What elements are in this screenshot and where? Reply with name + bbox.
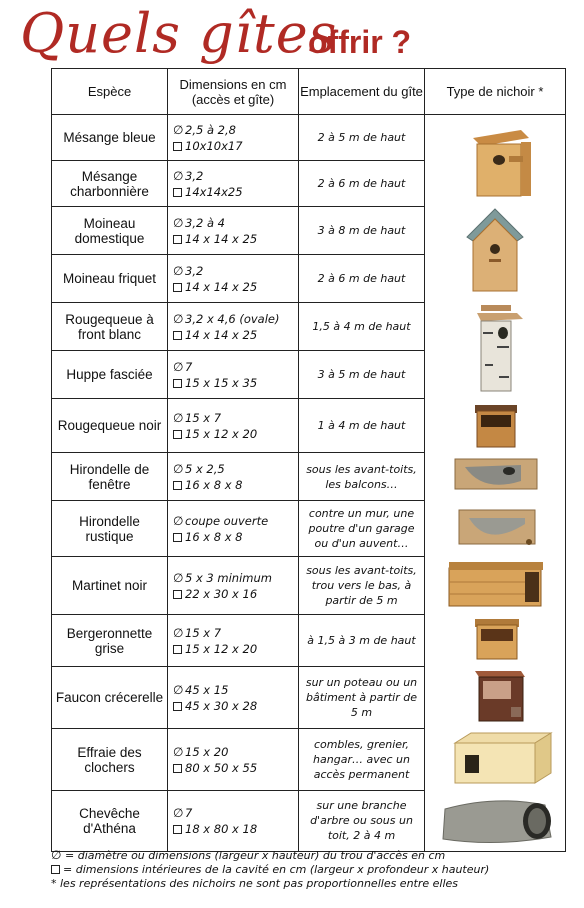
dimensions-cell [168,207,299,255]
inner-line [173,279,298,295]
inner-value: 45 x 30 x 28 [185,698,258,713]
inner-value: 16 x 8 x 8 [185,529,243,544]
location-cell: sous les avant-toits, les balcons… [299,453,425,501]
access-value: 45 x 15 [185,682,229,697]
species-cell: Mésange charbonnière [52,161,168,207]
diameter-icon: ∅ [173,263,184,278]
inner-value: 22 x 30 x 16 [185,586,258,601]
inner-line [173,327,298,343]
legend [51,848,565,891]
nichoir-cell [425,399,566,453]
dimensions-cell [168,399,299,453]
access-value: 15 x 20 [185,744,229,759]
location-cell: 3 à 8 m de haut [299,207,425,255]
nichoir-cell [425,791,566,852]
access-line [173,122,298,138]
location-cell: contre un mur, une poutre d'un garage ou d'un auvent… [299,501,425,557]
access-line [173,461,298,477]
location-cell: 2 à 6 m de haut [299,255,425,303]
location-cell: 2 à 5 m de haut [299,115,425,161]
species-cell: Chevêche d'Athéna [52,791,168,852]
diameter-icon: ∅ [173,570,184,585]
square-icon [173,283,182,292]
square-icon [173,702,182,711]
nichoir-mesange-bleue-icon [425,116,566,206]
page-title [18,4,578,72]
inner-value: 14 x 14 x 25 [185,327,258,342]
square-icon [173,590,182,599]
inner-value: 10x10x17 [185,138,243,153]
dimensions-cell [168,351,299,399]
table-row [52,615,566,667]
inner-value: 15 x 15 x 35 [185,375,258,390]
access-line [173,625,298,641]
access-value: 3,2 x 4,6 (ovale) [185,311,280,326]
location-cell: 1,5 à 4 m de haut [299,303,425,351]
table-row [52,207,566,255]
access-value: 5 x 2,5 [185,461,225,476]
location-cell: sur une branche d'arbre ou sous un toit, 2 à 4 m [299,791,425,852]
nichoir-bergeronnette-icon [425,615,566,667]
inner-value: 16 x 8 x 8 [185,477,243,492]
square-icon [173,533,182,542]
legend-inner: = dimensions intérieures de la cavité en cm (largeur x profondeur x hauteur) [51,863,565,877]
title-bold: offrir ? [308,24,412,60]
header-type: Type de nichoir * [425,69,566,115]
nichoir-cell [425,729,566,791]
dimensions-cell [168,303,299,351]
species-cell: Moineau domestique [52,207,168,255]
diameter-icon: ∅ [173,744,184,759]
nichoir-cell [425,115,566,207]
access-value: 2,5 à 2,8 [185,122,236,137]
square-icon [173,430,182,439]
header-dimensions: Dimensions en cm (accès et gîte) [168,69,299,115]
nichoir-cell [425,303,566,399]
inner-line [173,529,298,545]
table-row [52,557,566,615]
diameter-icon: ∅ [173,311,184,326]
nichoir-cell [425,557,566,615]
diameter-icon: ∅ [173,359,184,374]
access-line [173,805,298,821]
dimensions-cell [168,667,299,729]
location-cell: 3 à 5 m de haut [299,351,425,399]
square-icon [51,865,60,874]
table-row [52,453,566,501]
diameter-icon: ∅ [51,848,62,862]
access-line [173,744,298,760]
square-icon [173,645,182,654]
species-cell: Martinet noir [52,557,168,615]
nichoir-cell [425,501,566,557]
access-line [173,513,298,529]
legend-diameter: ∅ = diamètre ou dimensions (largeur x hauteur) du trou d'accès en cm [51,848,446,862]
species-cell: Bergeronnette grise [52,615,168,667]
legend-note: * les représentations des nichoirs ne sont pas proportionnelles entre elles [51,877,459,890]
diameter-icon: ∅ [173,625,184,640]
table-row [52,501,566,557]
nid-hirondelle-rustique-icon [425,504,566,554]
inner-value: 15 x 12 x 20 [185,426,258,441]
nichoir-toit-vert-icon [425,207,566,303]
species-cell: Effraie des clochers [52,729,168,791]
dimensions-cell [168,557,299,615]
header-location: Emplacement du gîte [299,69,425,115]
inner-line [173,477,298,493]
nichoir-cheveche-icon [425,791,566,851]
nichoir-cell [425,615,566,667]
inner-value: 14 x 14 x 25 [185,279,258,294]
species-cell: Rougequeue noir [52,399,168,453]
inner-line [173,184,298,200]
access-line [173,359,298,375]
access-value: 3,2 [185,263,204,278]
inner-line [173,138,298,154]
access-value: 7 [185,805,193,820]
inner-value: 18 x 80 x 18 [185,821,258,836]
table-row [52,667,566,729]
access-line [173,410,298,426]
inner-line [173,231,298,247]
nichoir-cell [425,453,566,501]
nichoir-cell [425,667,566,729]
species-cell: Mésange bleue [52,115,168,161]
location-cell: 2 à 6 m de haut [299,161,425,207]
table-row [52,791,566,852]
dimensions-cell [168,255,299,303]
access-value: 5 x 3 minimum [185,570,272,585]
species-cell: Huppe fasciée [52,351,168,399]
inner-value: 15 x 12 x 20 [185,641,258,656]
diameter-icon: ∅ [173,215,184,230]
table-row [52,115,566,161]
location-cell: à 1,5 à 3 m de haut [299,615,425,667]
nichoir-semi-ouvert-icon [425,399,566,453]
species-cell: Hirondelle de fenêtre [52,453,168,501]
table-row [52,729,566,791]
dimensions-cell [168,615,299,667]
diameter-icon: ∅ [173,513,184,528]
inner-line [173,821,298,837]
inner-value: 14x14x25 [185,184,243,199]
square-icon [173,331,182,340]
diameter-icon: ∅ [173,461,184,476]
dimensions-cell [168,161,299,207]
nichoir-effraie-icon [425,729,566,791]
inner-line [173,586,298,602]
inner-value: 14 x 14 x 25 [185,231,258,246]
square-icon [173,188,182,197]
table-row [52,303,566,351]
species-cell: Rougequeue à front blanc [52,303,168,351]
inner-line [173,760,298,776]
access-line [173,311,298,327]
inner-line [173,698,298,714]
species-cell: Moineau friquet [52,255,168,303]
location-cell: 1 à 4 m de haut [299,399,425,453]
diameter-icon: ∅ [173,805,184,820]
dimensions-cell [168,791,299,852]
diameter-icon: ∅ [173,410,184,425]
table-header-row [52,69,566,115]
table-row [52,399,566,453]
access-line [173,263,298,279]
dimensions-cell [168,729,299,791]
access-value: 3,2 [185,168,204,183]
diameter-icon: ∅ [173,682,184,697]
access-line [173,570,298,586]
title-script: Quels gîtes [20,2,338,65]
square-icon [173,235,182,244]
access-value: 3,2 à 4 [185,215,225,230]
square-icon [173,825,182,834]
square-icon [173,142,182,151]
dimensions-cell [168,501,299,557]
nichoir-faucon-icon [425,667,566,729]
nichoir-cell [425,207,566,303]
location-cell: combles, grenier, hangar… avec un accès permanent [299,729,425,791]
species-cell: Faucon crécerelle [52,667,168,729]
inner-value: 80 x 50 x 55 [185,760,258,775]
square-icon [173,379,182,388]
nichoir-table [51,68,566,852]
access-line [173,168,298,184]
inner-line [173,375,298,391]
inner-line [173,641,298,657]
diameter-icon: ∅ [173,168,184,183]
access-line [173,215,298,231]
square-icon [173,764,182,773]
access-value: coupe ouverte [185,513,269,528]
dimensions-cell [168,115,299,161]
header-species: Espèce [52,69,168,115]
dimensions-cell [168,453,299,501]
access-value: 15 x 7 [185,410,222,425]
access-value: 15 x 7 [185,625,222,640]
location-cell: sous les avant-toits, trou vers le bas, à partir de 5 m [299,557,425,615]
access-line [173,682,298,698]
diameter-icon: ∅ [173,122,184,137]
location-cell: sur un poteau ou un bâtiment à partir de 5 m [299,667,425,729]
nichoir-martinet-icon [425,558,566,614]
square-icon [173,481,182,490]
inner-line [173,426,298,442]
nichoir-buche-bouleau-icon [425,303,566,399]
species-cell: Hirondelle rustique [52,501,168,557]
nid-hirondelle-fenetre-icon [425,453,566,501]
access-value: 7 [185,359,193,374]
